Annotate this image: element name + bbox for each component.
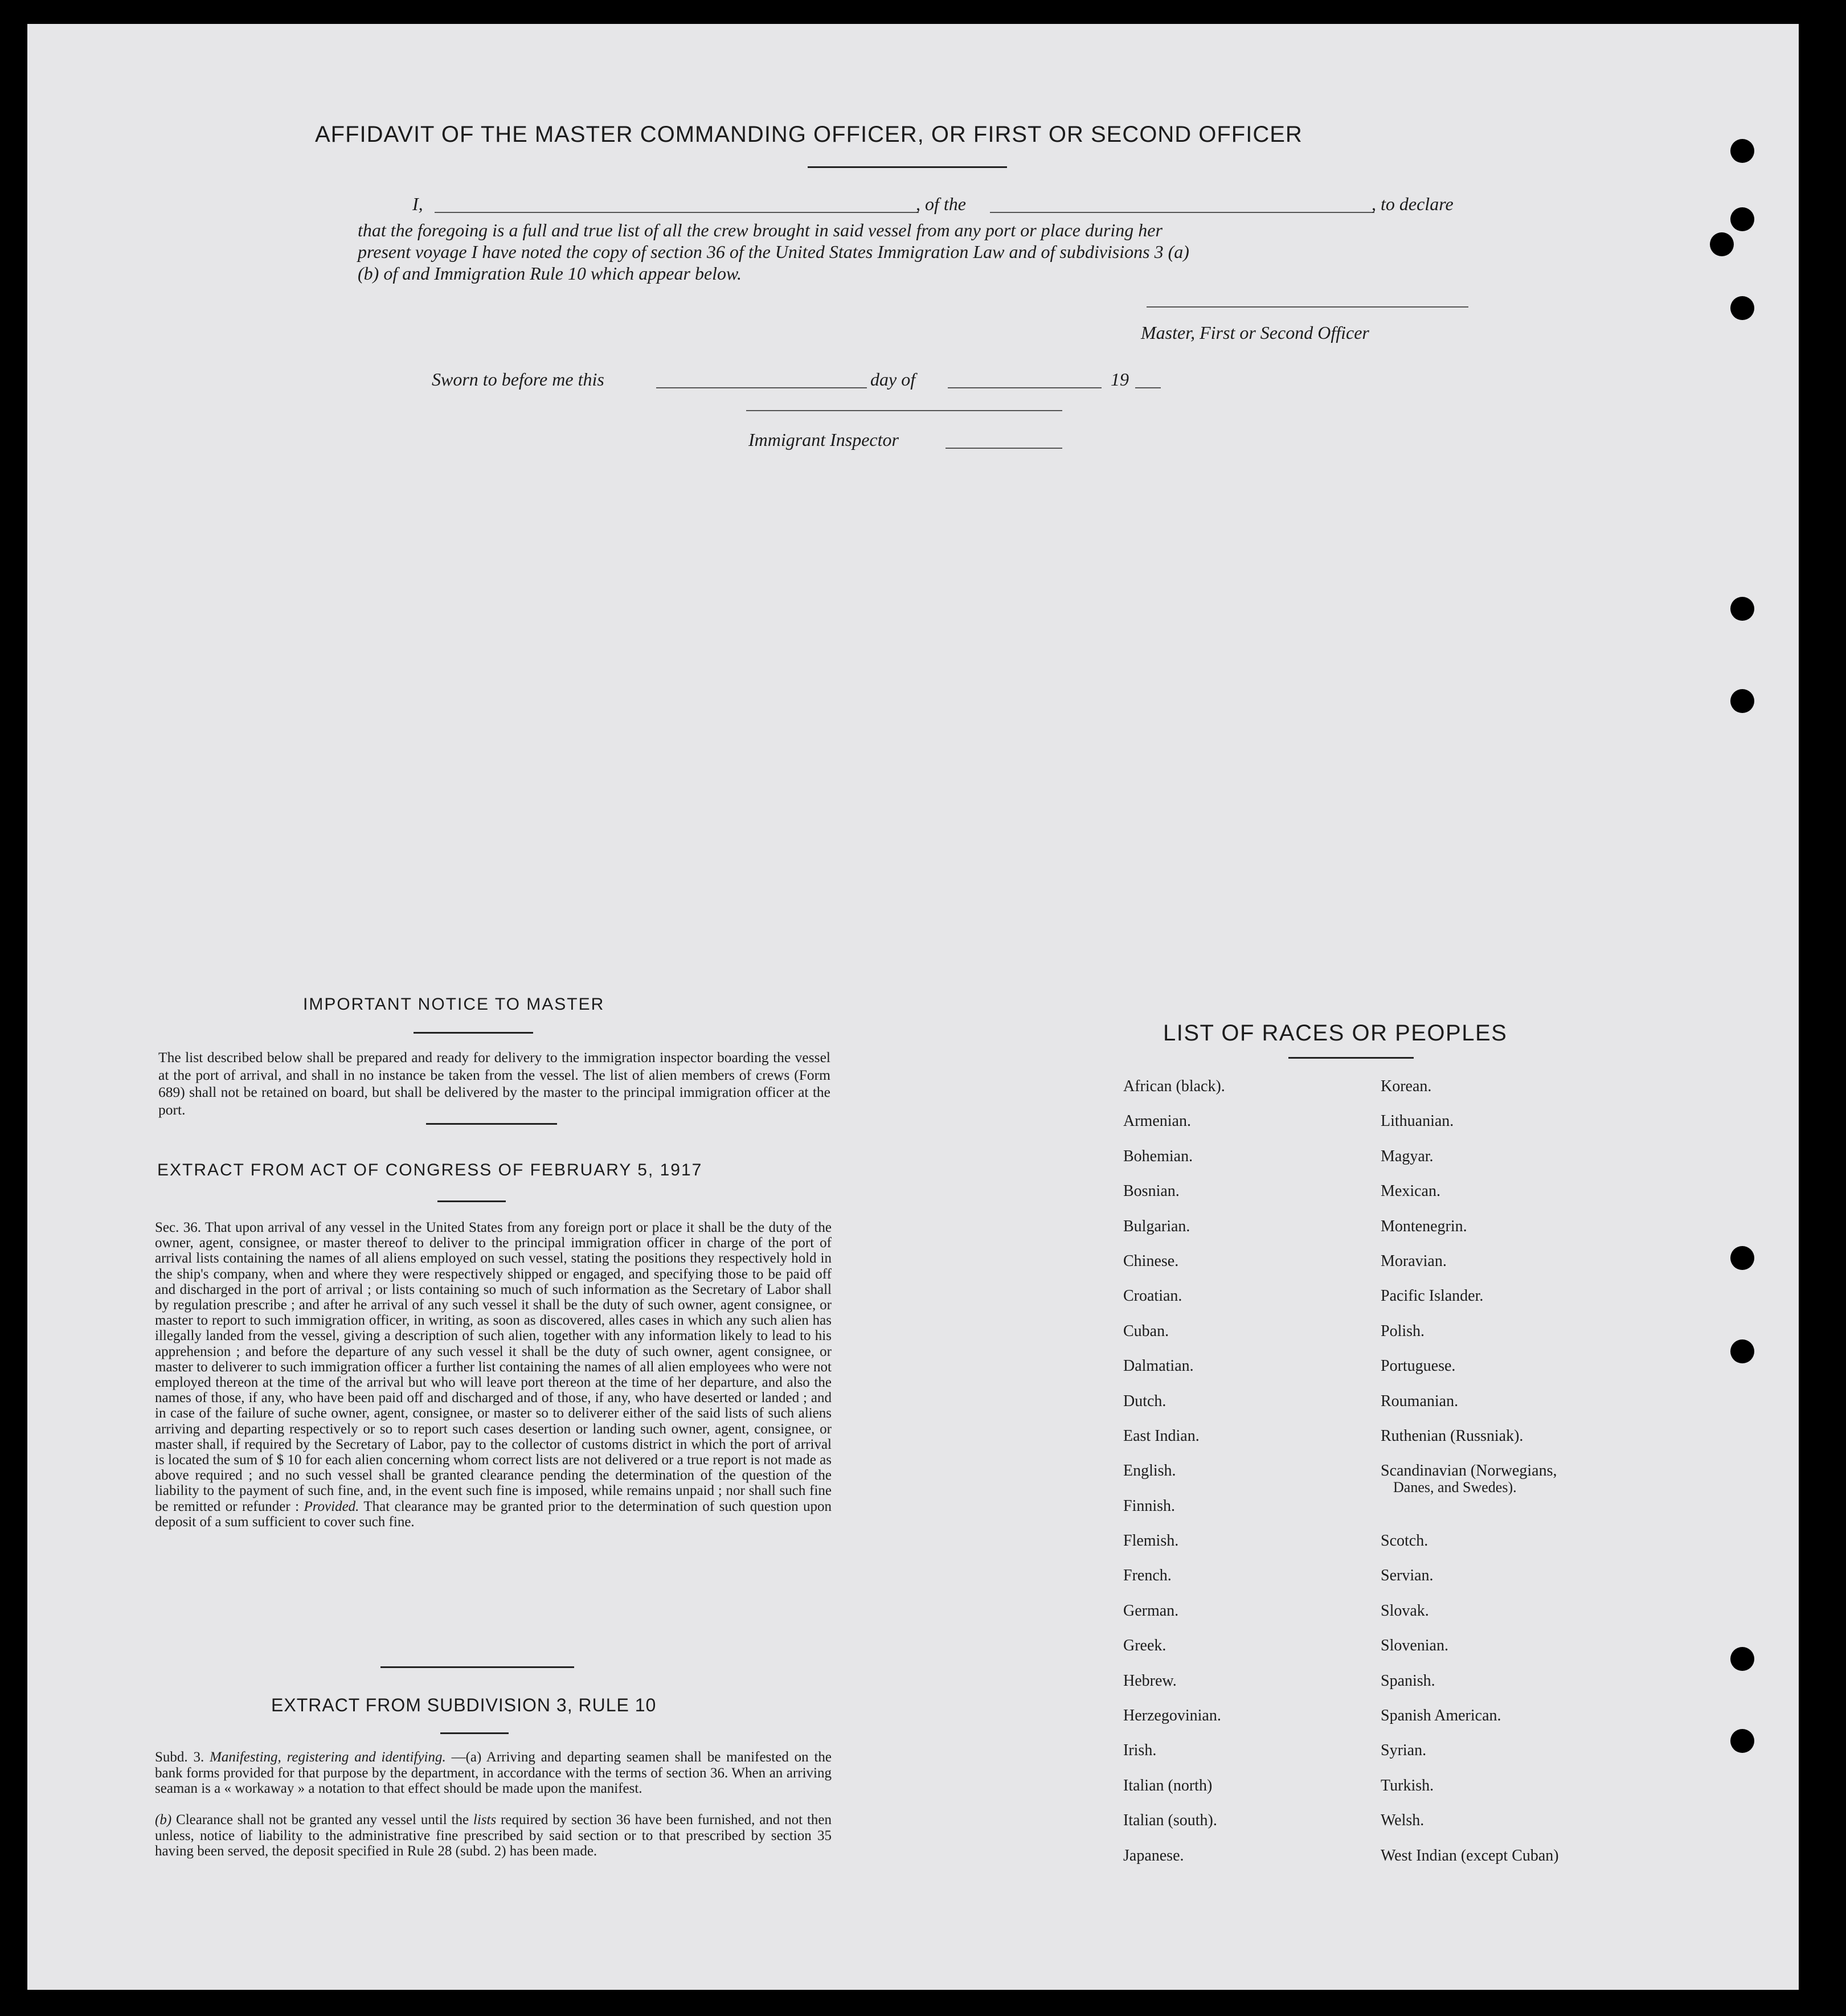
- declare-label: , to declare: [1372, 194, 1454, 214]
- race-label: Magyar.: [1381, 1147, 1434, 1165]
- race-label: Scotch.: [1381, 1532, 1428, 1550]
- affidavit-title: AFFIDAVIT OF THE MASTER COMMANDING OFFICER, OR FIRST OR SECOND OFFICER: [315, 122, 1303, 147]
- race-label: Polish.: [1381, 1322, 1425, 1340]
- race-item: [1123, 1322, 1225, 1357]
- race-label: Bosnian.: [1123, 1182, 1180, 1200]
- subd-title: Manifesting, registering and identifying.: [210, 1749, 446, 1765]
- races-title: LIST OF RACES OR PEOPLES: [1163, 1021, 1508, 1046]
- race-label: Scandinavian (Norwegians,: [1381, 1462, 1557, 1480]
- race-item: [1123, 1847, 1225, 1882]
- inspector-caption-line: [945, 448, 1062, 449]
- punch-hole-icon: [1730, 207, 1754, 231]
- punch-hole-icon: [1730, 1729, 1754, 1753]
- declarant-name-field[interactable]: [435, 212, 919, 213]
- punch-hole-icon: [1730, 689, 1754, 713]
- race-label: Chinese.: [1123, 1252, 1179, 1270]
- race-label: Korean.: [1381, 1077, 1432, 1095]
- race-label: Italian (south).: [1123, 1812, 1217, 1830]
- year-label: 19: [1111, 369, 1129, 390]
- race-label: Italian (north): [1123, 1776, 1213, 1794]
- race-label: Flemish.: [1123, 1532, 1179, 1550]
- inspector-signature-field[interactable]: [746, 410, 1062, 411]
- race-label: Herzegovinian.: [1123, 1707, 1221, 1725]
- race-label: East Indian.: [1123, 1427, 1200, 1445]
- vessel-label: , of the: [916, 194, 966, 214]
- rule-extract-underline: [440, 1732, 509, 1734]
- race-item: [1123, 1707, 1225, 1742]
- para-b-text-2: required by section 36 have been furnished, and not then unless, notice of liability to the administrative fine prescribed by said section or to that prescribed by section 35 having been served, the deposit specified in Rule 28 (subd. 2) has been made.: [155, 1812, 832, 1859]
- notice-text: The list described below shall be prepared and ready for delivery to the immigration inspector boarding the vessel at the port of arrival, and shall in no instance be taken from the vessel. The list of alien members of crews (Form 689) shall not be retained on board, but shall be delivered by the master to the principal immigration officer at the port.: [158, 1049, 830, 1118]
- race-item: [1381, 1112, 1559, 1147]
- race-item: [1123, 1112, 1225, 1147]
- notice-underline: [414, 1032, 533, 1034]
- race-item: [1123, 1287, 1225, 1322]
- race-label: Syrian.: [1381, 1742, 1427, 1760]
- sworn-label: Sworn to before me this: [432, 369, 604, 390]
- race-item: [1381, 1602, 1559, 1637]
- race-label: Welsh.: [1381, 1812, 1425, 1830]
- document-page: [27, 24, 1799, 1990]
- declarant-label: I,: [412, 194, 423, 214]
- race-item: [1123, 1812, 1225, 1846]
- provided-label: Provided.: [304, 1498, 359, 1514]
- punch-hole-icon: [1730, 597, 1754, 621]
- race-item: [1123, 1602, 1225, 1637]
- race-label: German.: [1123, 1601, 1179, 1620]
- race-item: [1381, 1567, 1559, 1601]
- race-item: [1123, 1182, 1225, 1217]
- notice-title: IMPORTANT NOTICE TO MASTER: [303, 995, 605, 1014]
- punch-hole-icon: [1730, 1339, 1754, 1363]
- sworn-year-field[interactable]: [1135, 387, 1161, 388]
- master-signature-caption: Master, First or Second Officer: [1141, 322, 1369, 343]
- race-label: Bohemian.: [1123, 1147, 1193, 1165]
- race-item: [1123, 1252, 1225, 1287]
- races-column-right: [1381, 1077, 1559, 1882]
- race-label: Finnish.: [1123, 1497, 1176, 1515]
- race-item: [1381, 1148, 1559, 1182]
- day-of-label: day of: [870, 369, 916, 390]
- race-label: Spanish American.: [1381, 1707, 1501, 1725]
- race-label-continuation: Danes, and Swedes).: [1393, 1479, 1517, 1496]
- race-item: [1123, 1357, 1225, 1392]
- race-label: Armenian.: [1123, 1112, 1191, 1130]
- rule-extract-title: EXTRACT FROM SUBDIVISION 3, RULE 10: [271, 1695, 657, 1715]
- race-item: [1381, 1252, 1559, 1287]
- act-extract-text: [155, 1220, 832, 1530]
- affidavit-line-3: (b) of and Immigration Rule 10 which appear below.: [358, 263, 742, 284]
- para-b-text-1: Clearance shall not be granted any vessel until the: [176, 1812, 469, 1827]
- race-item: [1381, 1532, 1559, 1567]
- race-item: [1381, 1392, 1559, 1427]
- para-b-lists: lists: [473, 1812, 497, 1827]
- section-label: Sec. 36.: [155, 1220, 201, 1235]
- para-b-label: (b): [155, 1812, 172, 1827]
- races-column-left: [1123, 1077, 1225, 1882]
- race-item: [1381, 1322, 1559, 1357]
- race-item: [1123, 1637, 1225, 1671]
- race-label: Slovak.: [1381, 1601, 1429, 1620]
- race-item: [1381, 1357, 1559, 1392]
- subd-text-a: —(a) Arriving and departing seamen shall be manifested on the bank forms provided for that purpose by the department, in accordance with the terms of section 36. When an arriving seaman is a « workaway » a notation to that effect should be made upon the manifest.: [155, 1749, 832, 1797]
- race-item: [1381, 1462, 1559, 1532]
- race-item: [1123, 1497, 1225, 1532]
- race-item: [1123, 1077, 1225, 1112]
- affidavit-line-2: present voyage I have noted the copy of section 36 of the United States Immigration Law and of subdivisions 3 (a): [358, 241, 1189, 262]
- race-label: Slovenian.: [1381, 1637, 1448, 1655]
- race-label: Spanish.: [1381, 1671, 1435, 1690]
- vessel-name-field[interactable]: [990, 212, 1374, 213]
- punch-hole-icon: [1710, 232, 1734, 256]
- race-label: Ruthenian (Russniak).: [1381, 1427, 1524, 1445]
- race-item: [1123, 1567, 1225, 1601]
- race-item: [1123, 1218, 1225, 1252]
- race-label: French.: [1123, 1567, 1172, 1585]
- act-extract-underline: [437, 1200, 506, 1202]
- race-label: Croatian.: [1123, 1287, 1182, 1305]
- race-item: [1123, 1777, 1225, 1812]
- race-item: [1381, 1847, 1559, 1882]
- race-label: West Indian (except Cuban): [1381, 1846, 1559, 1865]
- race-label: African (black).: [1123, 1077, 1225, 1095]
- race-label: Cuban.: [1123, 1322, 1169, 1340]
- race-item: [1381, 1287, 1559, 1322]
- punch-hole-icon: [1730, 1246, 1754, 1270]
- sworn-month-field[interactable]: [948, 387, 1102, 388]
- race-label: Roumanian.: [1381, 1392, 1459, 1410]
- race-item: [1123, 1462, 1225, 1497]
- race-item: [1381, 1672, 1559, 1707]
- race-item: [1123, 1148, 1225, 1182]
- punch-hole-icon: [1730, 139, 1754, 163]
- race-label: Dutch.: [1123, 1392, 1166, 1410]
- race-item: [1381, 1707, 1559, 1742]
- race-item: [1123, 1532, 1225, 1567]
- race-label: Bulgarian.: [1123, 1217, 1190, 1235]
- race-item: [1123, 1427, 1225, 1462]
- race-label: Servian.: [1381, 1567, 1434, 1585]
- race-item: [1123, 1672, 1225, 1707]
- race-item: [1381, 1637, 1559, 1671]
- race-item: [1381, 1427, 1559, 1462]
- race-label: Montenegrin.: [1381, 1217, 1467, 1235]
- master-signature-field[interactable]: [1147, 306, 1468, 308]
- race-label: Pacific Islander.: [1381, 1287, 1484, 1305]
- race-item: [1381, 1182, 1559, 1217]
- race-label: Irish.: [1123, 1742, 1157, 1760]
- rule-extract-para-b: [155, 1812, 832, 1859]
- punch-hole-icon: [1730, 1647, 1754, 1671]
- race-label: Lithuanian.: [1381, 1112, 1454, 1130]
- race-label: English.: [1123, 1462, 1176, 1480]
- subd-label: Subd. 3.: [155, 1749, 204, 1765]
- race-label: Greek.: [1123, 1637, 1166, 1655]
- section-text: That upon arrival of any vessel in the United States from any foreign port or place it shall be the duty of the owner, agent, consignee, or master thereof to deliver to the principal immigration officer in charge of the port of arrival lists containing the names of all aliens employed on such vessel, stating the positions they respectively hold in the ship's company, when and where they were respectively shipped or engaged, and specifying those to be paid off and discharged in the port of arrival ; or lists containing so much of such information as the Secretary of Labor shall by regulation prescribe ; and after he arrival of any such vessel it shall be the duty of such owner, agent consignee, or master to report to such immigration officer, in writing, as soon as discovered, alles cases in which any such alien has illegally landed from the vessel, giving a description of such alien, together with any information likely to lead to his apprehension ; and before the departure of any such vessel it shall be the duty of such owner, agent consignee, or master to deliverer to such immigration officer a further list containing the names of all alien employees who were not employed thereon at the time of the arrival but who will leave port thereon at the time of her departure, and also the names of those, if any, who have been paid off and discharged and of those, if any, who have deserted or landed ; and in case of the failure of suche owner, agent, consignee, or master so to deliverer either of the said lists of such aliens arriving and departing respectively or so to report such cases desertion or landing such owner, agent, consignee, or master shall, if required by the Secretary of Labor, pay to the collector of customs district in which the port of arrival is located the sum of $ 10 for each alien concerning whom correct lists are not delivered or a true report is not made as above required ; and no such vessel shall be granted clearance pending the determination of the question of the liability to the payment of such fine, and, in the event such fine is imposed, while remains unpaid ; nor shall such fine be remitted or refunder :: [155, 1220, 832, 1514]
- affidavit-line-1: that the foregoing is a full and true list of all the crew brought in said vessel from any port or place during her: [358, 220, 1163, 240]
- race-item: [1123, 1742, 1225, 1776]
- punch-hole-icon: [1730, 296, 1754, 320]
- title-underline: [808, 166, 1007, 168]
- notice-divider: [426, 1123, 557, 1125]
- race-label: Turkish.: [1381, 1776, 1434, 1794]
- race-item: [1381, 1777, 1559, 1812]
- sworn-date-field[interactable]: [656, 387, 867, 388]
- race-item: [1381, 1077, 1559, 1112]
- race-label: Hebrew.: [1123, 1671, 1177, 1690]
- race-label: Dalmatian.: [1123, 1357, 1194, 1375]
- act-extract-title: EXTRACT FROM ACT OF CONGRESS OF FEBRUARY 5, 1917: [157, 1161, 703, 1179]
- race-item: [1381, 1218, 1559, 1252]
- race-label: Moravian.: [1381, 1252, 1447, 1270]
- race-item: [1123, 1392, 1225, 1427]
- rule-extract-para-a: [155, 1749, 832, 1797]
- race-label: Japanese.: [1123, 1846, 1184, 1865]
- races-underline: [1288, 1057, 1414, 1059]
- inspector-caption: Immigrant Inspector: [748, 429, 899, 450]
- race-item: [1381, 1812, 1559, 1846]
- act-extract-divider: [380, 1666, 574, 1668]
- race-label: Mexican.: [1381, 1182, 1440, 1200]
- race-item: [1381, 1742, 1559, 1776]
- section-text-end: That clearance may be granted prior to the determination of such question upon deposit of a sum sufficient to cover such fine.: [155, 1498, 832, 1530]
- race-label: Portuguese.: [1381, 1357, 1456, 1375]
